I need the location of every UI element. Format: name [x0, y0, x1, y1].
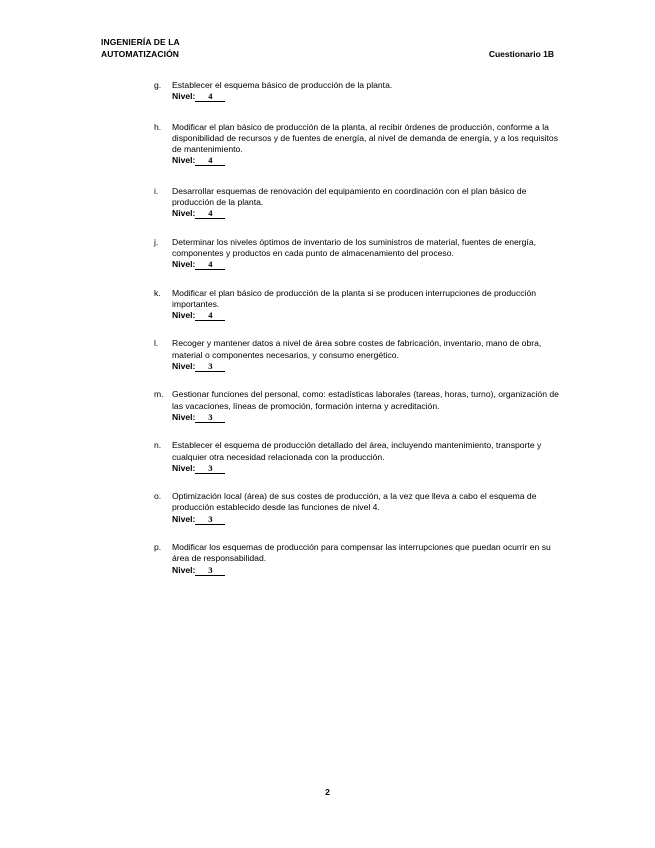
header-title-line2: AUTOMATIZACIÓN [101, 49, 180, 59]
item-letter: j. [154, 236, 159, 247]
nivel-line [172, 91, 559, 102]
nivel-value: 4 [195, 259, 225, 270]
item-text: Establecer el esquema de producción detallado del área, incluyendo mantenimiento, transporte y cualquier otra necesidad relacionada con la producción. [172, 440, 542, 462]
nivel-label: Nivel: [172, 564, 196, 575]
nivel-line [172, 259, 559, 270]
nivel-line [172, 310, 559, 321]
item-letter: l. [154, 338, 159, 349]
document-header-subtitle: Cuestionario 1B [488, 49, 554, 59]
nivel-label: Nivel: [172, 361, 196, 372]
nivel-label: Nivel: [172, 208, 196, 219]
page-number: 2 [325, 787, 330, 797]
item-letter: g. [154, 80, 162, 90]
nivel-label: Nivel: [172, 411, 196, 422]
nivel-label: Nivel: [172, 513, 196, 524]
question-item [154, 288, 559, 322]
question-item [154, 186, 559, 220]
nivel-value: 3 [195, 514, 225, 525]
item-text: Modificar el plan básico de producción de la planta, al recibir órdenes de producción, conforme a la disponibilidad de recursos y de fuentes de energía, al nivel de demanda de energía, y a los requisitos de mantenimiento. [172, 121, 559, 155]
nivel-value: 3 [195, 412, 225, 423]
question-item [154, 237, 559, 271]
item-letter: p. [154, 542, 162, 553]
item-text: Establecer el esquema básico de producción de la planta. [172, 80, 393, 90]
question-item [154, 389, 559, 423]
item-text: Gestionar funciones del personal, como: estadísticas laborales (tareas, horas, turno), organización de las vacaciones, líneas de promoción, formación interna y acreditación. [172, 389, 559, 411]
item-text: Modificar los esquemas de producción para compensar las interrupciones que puedan ocurrir en su área de responsabilidad. [172, 542, 551, 564]
nivel-value: 3 [195, 361, 225, 372]
item-letter: h. [154, 121, 162, 132]
item-letter: m. [154, 389, 164, 400]
item-letter: o. [154, 491, 162, 502]
question-item [154, 491, 559, 525]
question-item [154, 542, 559, 576]
question-item [154, 440, 559, 474]
item-text: Determinar los niveles óptimos de inventario de los suministros de material, fuentes de energía, componentes y productos en cada punto de almacenamiento del proceso. [172, 236, 536, 258]
nivel-line [172, 412, 559, 423]
item-text: Desarrollar esquemas de renovación del equipamiento en coordinación con el plan básico de producción de la planta. [172, 185, 527, 208]
nivel-value: 4 [195, 155, 225, 166]
nivel-line [172, 361, 559, 372]
question-item [154, 122, 559, 167]
header-title-line1: INGENIERÍA DE LA [101, 37, 180, 47]
question-list [154, 80, 559, 576]
nivel-label: Nivel: [172, 91, 196, 102]
document-header-title [101, 36, 180, 60]
item-letter: i. [154, 185, 159, 196]
nivel-value: 4 [195, 91, 225, 102]
nivel-value: 3 [195, 565, 225, 576]
nivel-value: 3 [195, 463, 225, 474]
nivel-line [172, 208, 559, 219]
nivel-line [172, 155, 559, 166]
nivel-line [172, 514, 559, 525]
nivel-value: 4 [195, 310, 225, 321]
nivel-value: 4 [195, 208, 225, 219]
nivel-label: Nivel: [172, 462, 196, 473]
item-text: Optimización local (área) de sus costes de producción, a la vez que lleva a cabo el esquema de producción establecido desde las funciones de nivel 4. [172, 491, 537, 513]
item-letter: k. [154, 287, 161, 298]
question-item [154, 338, 559, 372]
item-text: Modificar el plan básico de producción de la planta si se producen interrupciones de producción importantes. [172, 287, 537, 309]
nivel-line [172, 565, 559, 576]
question-item [154, 80, 559, 103]
item-text: Recoger y mantener datos a nivel de área sobre costes de fabricación, inventario, mano de obra, material o componentes necesarios, y consumo energético. [172, 338, 542, 360]
nivel-label: Nivel: [172, 310, 196, 321]
nivel-line [172, 463, 559, 474]
nivel-label: Nivel: [172, 259, 196, 270]
nivel-label: Nivel: [172, 155, 196, 166]
item-letter: n. [154, 440, 162, 451]
